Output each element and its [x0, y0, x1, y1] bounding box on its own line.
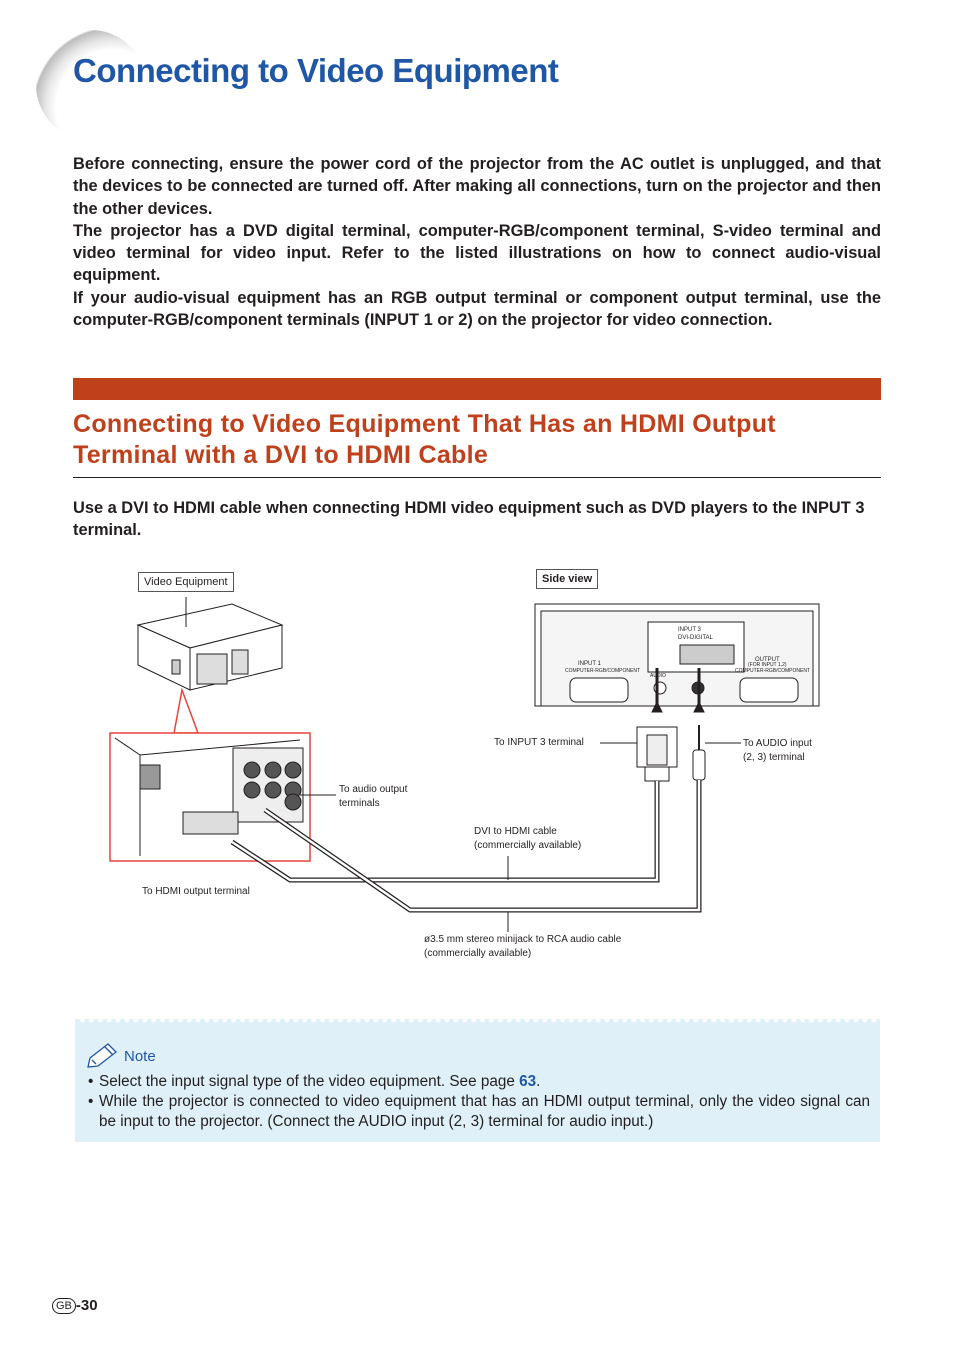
page-title: Connecting to Video Equipment	[73, 52, 559, 89]
side-view-label: Side view	[536, 569, 598, 589]
pencil-icon	[86, 1040, 122, 1068]
to-hdmi-output-label: To HDMI output terminal	[142, 886, 250, 897]
panel-input1-label: INPUT 1	[578, 661, 601, 667]
to-audio-output-label: To audio output terminals	[339, 784, 408, 809]
intro-paragraph: Before connecting, ensure the power cord of the projector from the AC outlet is unplugged, and that the devices to be connected are turned off. After making all connections, turn on the projector and then the other devices.	[73, 155, 881, 218]
section-title: Connecting to Video Equipment That Has an HDMI Output Terminal with a DVI to HDMI Cable	[73, 410, 776, 469]
page-number	[52, 1297, 98, 1314]
video-equipment-label: Video Equipment	[138, 572, 234, 592]
video-equipment-illustration	[138, 604, 282, 690]
projector-side-panel	[535, 604, 819, 706]
panel-output-sub: COMPUTER-RGB/COMPONENT	[735, 668, 810, 674]
gb-badge: GB	[52, 1298, 76, 1314]
panel-dvi-label: DVI-DIGITAL	[678, 635, 713, 641]
note-dotted-border	[78, 1016, 878, 1024]
note-list	[88, 1072, 870, 1133]
panel-audio-label: AUDIO	[650, 673, 666, 679]
intro-paragraph: If your audio-visual equipment has an RGB output terminal or component output terminal, use the computer-RGB/component terminals (INPUT 1 or 2) on the projector for video connection.	[73, 288, 881, 330]
panel-output-sub: (FOR INPUT 1,2)	[748, 662, 787, 668]
callout-pointer	[174, 690, 198, 733]
page-link[interactable]: 63	[519, 1073, 537, 1090]
intro-paragraph: The projector has a DVD digital terminal, computer-RGB/component terminal, S-video terminal and video terminal for video input. Refer to the listed illustrations on how to connect audio-visual equipment.	[73, 221, 881, 285]
lead-text: Use a DVI to HDMI cable when connecting HDMI video equipment such as DVD players to the INPUT 3 terminal.	[73, 499, 865, 540]
panel-output-label: OUTPUT	[755, 657, 780, 663]
dvi-cable-label: DVI to HDMI cable (commercially available)	[474, 826, 582, 851]
to-input3-label: To INPUT 3 terminal	[494, 737, 584, 748]
note-item-end: .	[536, 1073, 541, 1090]
to-audio-input-label: To AUDIO input (2, 3) terminal	[743, 738, 812, 763]
minijack-cable-label: ø3.5 mm stereo minijack to RCA audio cable (commercially available)	[424, 934, 622, 959]
note-item-text: Select the input signal type of the video equipment. See page	[99, 1073, 520, 1090]
panel-input3-label: INPUT 3	[678, 627, 701, 633]
panel-input1-sub: COMPUTER-RGB/COMPONENT	[565, 668, 640, 674]
note-item: • While the projector is connected to video equipment that has an HDMI output terminal, only the video signal can be input to the projector. (Connect the AUDIO input (2, 3) terminal for audio input.)	[88, 1092, 870, 1132]
note-heading: Note	[124, 1048, 156, 1065]
page-number-value: -30	[75, 1297, 98, 1314]
note-item	[88, 1072, 870, 1092]
